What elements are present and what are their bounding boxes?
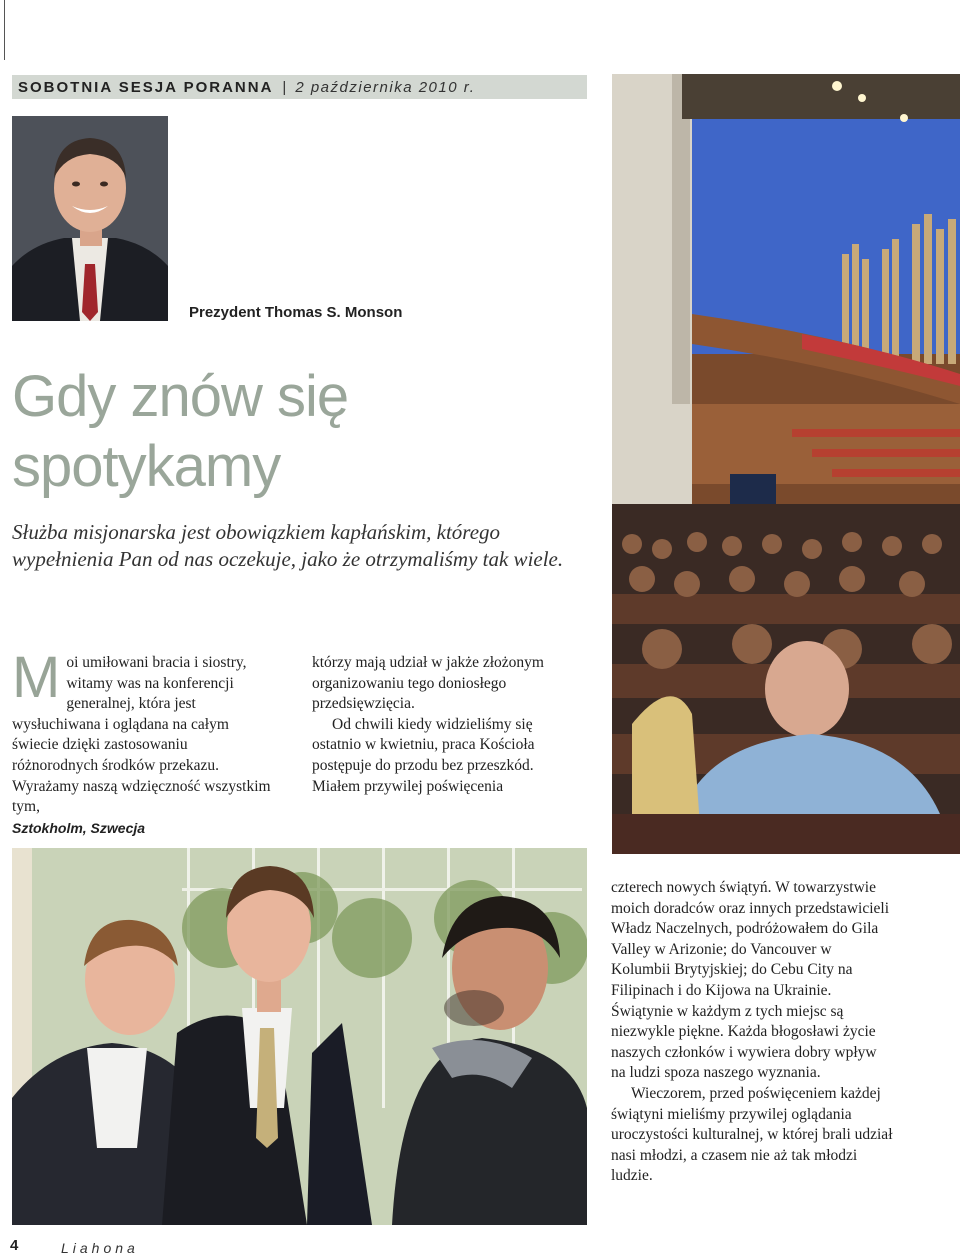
session-header-bar: [12, 75, 587, 99]
title-line-2: spotykamy: [12, 434, 281, 499]
page-edge-line: [4, 0, 5, 60]
portrait-photo: [12, 116, 168, 321]
session-separator: |: [282, 78, 287, 96]
text-column-2: [312, 653, 582, 797]
page-number: 4: [10, 1237, 19, 1254]
drop-cap: M: [12, 645, 61, 710]
session-title: SOBOTNIA SESJA PORANNA: [18, 78, 274, 96]
column-2-paragraph-1: którzy mają udział w jakże złożonym organizowaniu tego doniosłego przedsięwzięcia.: [312, 654, 544, 713]
text-column-1: [12, 645, 274, 818]
text-column-3: [611, 878, 893, 1187]
column-3-paragraph-1: czterech nowych świątyń. W towarzystwie moich doradców oraz innych przedstawicieli Władz Naczelnych, podróżowałem do Gila Valley w Arizonie; do Vancouver w Kolumbii Brytyjskiej; do Cebu City na Filipinach i do Kijowa na Ukrainie. Świątynie w każdym z tych miejsc są niezwykle piękne. Każda błogosławi życie naszych członków i wywiera dobry wpływ na ludzi spoza naszego wyznania.: [611, 879, 890, 1082]
missionaries-photo: [12, 848, 587, 1225]
article-title: [12, 362, 412, 502]
article-subtitle: Służba misjonarska jest obowiązkiem kapłańskim, którego wypełnienia Pan od nas oczekuje, jako że otrzymaliśmy tak wiele.: [12, 520, 564, 571]
column-1-text: oi umiłowani bracia i siostry, witamy was na konferencji generalnej, która jest wysłuchiwana i oglądana na całym świecie dzięki zastosowaniu różnorodnych środków przekazu. Wyrażamy naszą wdzięczność wszystkim tym,: [12, 654, 271, 816]
session-date: 2 października 2010 r.: [295, 78, 476, 96]
column-3-paragraph-2: Wieczorem, przed poświęceniem każdej świątyni mieliśmy przywilej oglądania uroczystości kulturalnej, w której brali udział nasi młodzi, a czasem nie aż tak młodzi ludzie.: [611, 1084, 893, 1185]
column-2-paragraph-2: Od chwili kiedy widzieliśmy się ostatnio w kwietniu, praca Kościoła postępuje do przodu bez przeszkód. Miałem przywilej poświęcenia: [312, 715, 535, 795]
portrait-caption: Prezydent Thomas S. Monson: [189, 304, 403, 321]
conference-hall-photo: [612, 74, 960, 854]
photo-location-caption: Sztokholm, Szwecja: [12, 820, 146, 836]
magazine-name: Liahona: [61, 1240, 139, 1256]
title-line-1: Gdy znów się: [12, 364, 349, 429]
